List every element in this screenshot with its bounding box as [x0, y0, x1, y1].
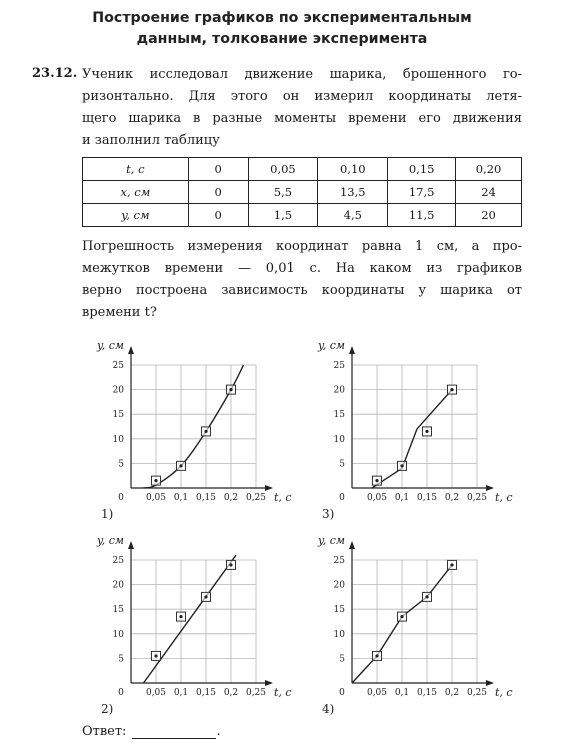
x-axis-arrow [265, 485, 273, 491]
table-cell: 1,5 [248, 204, 318, 227]
x-tick-label: 0,15 [416, 493, 438, 503]
x-tick-label: 0,2 [444, 493, 460, 503]
y-axis-arrow [349, 541, 355, 549]
x-tick-label: 0,1 [394, 493, 410, 503]
x-tick-label: 0,25 [245, 688, 267, 698]
row-header-x: x, см [83, 181, 189, 204]
graph-line [144, 555, 237, 683]
graph-1 [96, 339, 292, 521]
data-point [229, 563, 232, 566]
x-axis-label: t, с [274, 491, 292, 504]
question-text-line: Погрешность измерения координат равна 1 см, а про- [82, 239, 522, 254]
y-tick-label: 10 [112, 629, 124, 640]
y-axis-arrow [349, 346, 355, 354]
x-tick-label: 0,1 [394, 688, 410, 698]
y-tick-label: 20 [112, 385, 124, 396]
x-tick-label: 0,05 [145, 688, 167, 698]
x-tick-label: 0,1 [173, 493, 189, 503]
table-cell: 20 [456, 204, 522, 227]
y-tick-label: 15 [333, 605, 345, 616]
y-tick-label: 5 [339, 459, 345, 470]
x-axis-arrow [486, 680, 494, 686]
table-cell: 0,15 [388, 158, 456, 181]
row-header-t: t, с [83, 158, 189, 181]
y-tick-label: 25 [333, 361, 345, 371]
y-tick-label: 20 [333, 385, 345, 396]
data-point [450, 388, 453, 391]
x-tick-label: 0,2 [444, 688, 460, 698]
y-tick-label: 25 [112, 556, 124, 566]
data-point [204, 430, 207, 433]
y-axis-label: y, см [97, 534, 125, 547]
section-title-line-1: Построение графиков по экспериментальным [92, 10, 472, 26]
table-cell: 11,5 [388, 204, 456, 227]
x-axis-arrow [265, 680, 273, 686]
y-tick-label: 20 [333, 580, 345, 591]
origin-label: 0 [339, 493, 345, 503]
graph-number: 3) [322, 507, 335, 521]
data-point [154, 479, 157, 482]
data-point [375, 654, 378, 657]
data-point [375, 479, 378, 482]
x-axis-arrow [486, 485, 494, 491]
table-cell: 0 [188, 204, 248, 227]
table-cell: 13,5 [318, 181, 388, 204]
table-cell: 4,5 [318, 204, 388, 227]
graph-number: 1) [101, 507, 114, 521]
graph-2 [317, 339, 513, 521]
problem-text-line: Ученик исследовал движение шарика, брошенного го- [82, 67, 522, 82]
y-axis-arrow [128, 541, 134, 549]
answer-line [82, 724, 221, 739]
problem-text-line: ризонтально. Для этого он измерил координаты летя- [82, 89, 522, 104]
table-cell: 0,20 [456, 158, 522, 181]
y-tick-label: 15 [333, 410, 345, 421]
question-text-line: времени t? [82, 305, 157, 320]
x-tick-label: 0,15 [416, 688, 438, 698]
x-tick-label: 0,2 [223, 688, 239, 698]
y-axis-label: y, см [318, 534, 346, 547]
problem-text-line: и заполнил таблицу [82, 133, 220, 148]
origin-label: 0 [339, 688, 345, 698]
y-tick-label: 5 [118, 459, 124, 470]
data-point [400, 615, 403, 618]
table-cell: 0 [188, 181, 248, 204]
y-tick-label: 15 [112, 410, 124, 421]
data-point [179, 464, 182, 467]
x-tick-label: 0,05 [366, 493, 388, 503]
x-tick-label: 0,15 [195, 493, 217, 503]
y-tick-label: 10 [333, 629, 345, 640]
data-point [154, 654, 157, 657]
data-point [450, 563, 453, 566]
x-tick-label: 0,2 [223, 493, 239, 503]
x-axis-label: t, с [495, 491, 513, 504]
y-tick-label: 25 [112, 361, 124, 371]
graph-number: 2) [101, 702, 114, 716]
table-cell: 0 [188, 158, 248, 181]
table-cell: 24 [456, 181, 522, 204]
graph-4 [317, 534, 513, 716]
y-tick-label: 10 [112, 434, 124, 445]
y-axis-label: y, см [97, 339, 125, 352]
y-tick-label: 20 [112, 580, 124, 591]
y-axis-arrow [128, 346, 134, 354]
graph-number: 4) [322, 702, 335, 716]
y-tick-label: 5 [339, 654, 345, 665]
section-title-line-2: данным, толкование эксперимента [136, 31, 428, 47]
y-tick-label: 25 [333, 556, 345, 566]
answer-label: Ответ: [82, 724, 127, 739]
answer-tail: . [216, 724, 221, 739]
x-tick-label: 0,25 [466, 493, 488, 503]
origin-label: 0 [118, 688, 124, 698]
table-cell: 17,5 [388, 181, 456, 204]
y-tick-label: 10 [333, 434, 345, 445]
question-text-line: верно построена зависимость координаты y шарика от [82, 283, 522, 298]
table-cell: 0,10 [318, 158, 388, 181]
data-point [425, 595, 428, 598]
data-point [204, 595, 207, 598]
x-tick-label: 0,25 [245, 493, 267, 503]
problem-number: 23.12. [32, 66, 78, 81]
data-point [400, 464, 403, 467]
x-tick-label: 0,05 [366, 688, 388, 698]
graph-3 [96, 534, 292, 716]
data-point [229, 388, 232, 391]
row-header-y: y, см [83, 204, 189, 227]
origin-label: 0 [118, 493, 124, 503]
x-tick-label: 0,25 [466, 688, 488, 698]
question-text-line: межутков времени — 0,01 с. На каком из графиков [82, 261, 522, 276]
data-point [179, 615, 182, 618]
problem-text-line: щего шарика в разные моменты времени его движения [82, 111, 522, 126]
table-cell: 0,05 [248, 158, 318, 181]
x-tick-label: 0,15 [195, 688, 217, 698]
x-axis-label: t, с [495, 686, 513, 699]
data-point [425, 430, 428, 433]
table-cell: 5,5 [248, 181, 318, 204]
y-axis-label: y, см [318, 339, 346, 352]
x-tick-label: 0,1 [173, 688, 189, 698]
y-tick-label: 5 [118, 654, 124, 665]
graph-line [144, 365, 244, 488]
x-axis-label: t, с [274, 686, 292, 699]
x-tick-label: 0,05 [145, 493, 167, 503]
answer-blank[interactable] [132, 724, 216, 739]
y-tick-label: 15 [112, 605, 124, 616]
